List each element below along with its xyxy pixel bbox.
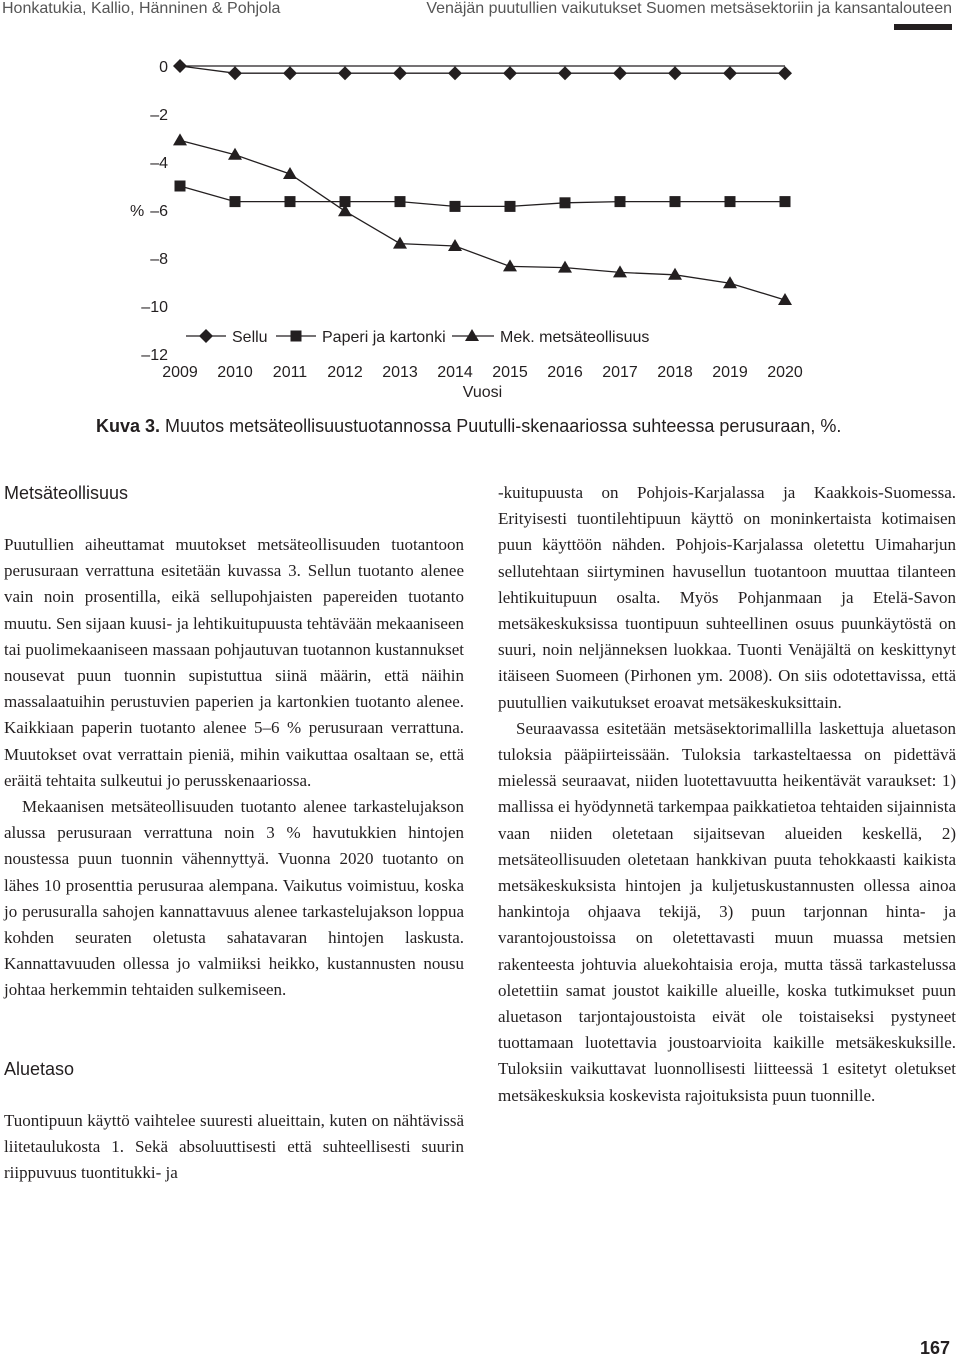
series-line	[180, 186, 785, 206]
y-tick-labels	[130, 59, 168, 364]
data-point	[228, 66, 242, 80]
legend-label: Paperi ja kartonki	[322, 329, 446, 346]
x-tick-label: 2013	[382, 364, 418, 381]
left-column	[4, 480, 464, 1186]
x-tick-label: 2018	[657, 364, 693, 381]
data-point	[723, 66, 737, 80]
x-axis-label: Vuosi	[462, 384, 503, 401]
data-point	[285, 196, 296, 207]
data-point	[560, 197, 571, 208]
x-tick-label: 2019	[712, 364, 748, 381]
header-rule	[894, 24, 952, 30]
section-heading-metsateollisuus: Metsäteollisuus	[4, 483, 129, 503]
y-tick-label: –6	[150, 203, 168, 220]
paragraph: -kuitupuusta on Pohjois-Karjalassa ja Kaakkois-Suomessa. Erityisesti tuontilehtipuun käyttö on moninkertaista kotimaisen puun käyttöön nähden. Pohjois-Karjalassa oletettu Uimaharjun sellutehtaan siirtyminen havusellun tuotantoon muuttaa tilanteen lehtikuitupuun osalta. Myös Pohjanmaan ja Etelä-Savon metsäkeskuksissa tuontipuun suhteellinen osuus puunkäytöstä on suuri, noin neljänneksen luokkaa. Tuonti Venäjältä on keskittynyt itäiseen Suomeen (Pirhonen ym. 2008). On siis odotettavissa, että puutullien vaikutukset eroavat metsäkeskuksittain.	[498, 483, 956, 712]
data-point	[668, 66, 682, 80]
data-point	[725, 196, 736, 207]
x-tick-label: 2011	[272, 364, 308, 381]
y-axis-label: %	[130, 203, 145, 220]
data-point	[780, 196, 791, 207]
x-tick-labels	[162, 364, 803, 401]
series-triangle	[173, 133, 792, 305]
legend-label: Mek. metsäteollisuus	[500, 329, 650, 346]
series-line	[180, 66, 785, 73]
data-point	[668, 268, 682, 280]
data-point	[615, 196, 626, 207]
data-point	[503, 66, 517, 80]
data-point	[778, 66, 792, 80]
data-point	[393, 66, 407, 80]
data-point	[450, 201, 461, 212]
data-point	[448, 239, 462, 251]
data-point	[283, 66, 297, 80]
figure-caption	[96, 416, 936, 437]
paragraph: Tuontipuun käyttö vaihtelee suuresti alueittain, kuten on nähtävissä liitetaulukosta 1. Sekä absoluuttisesti että suhteellisesti suurin riippuvuus tuontitukki- ja	[4, 1110, 464, 1183]
page-number: 167	[919, 1338, 950, 1358]
data-point	[338, 66, 352, 80]
series-line	[180, 140, 785, 300]
x-tick-label: 2009	[162, 364, 198, 381]
x-tick-label: 2010	[217, 364, 253, 381]
data-point	[670, 196, 681, 207]
running-header	[0, 0, 960, 24]
x-tick-label: 2014	[437, 364, 473, 381]
data-point	[175, 181, 186, 192]
x-tick-label: 2015	[492, 364, 528, 381]
x-tick-label: 2012	[327, 364, 363, 381]
chart-legend	[186, 329, 649, 346]
x-tick-label: 2017	[602, 364, 638, 381]
data-point	[613, 66, 627, 80]
y-tick-label: –4	[150, 155, 168, 172]
y-tick-label: 0	[159, 59, 168, 76]
data-point	[283, 167, 297, 179]
x-tick-label: 2016	[547, 364, 583, 381]
data-point	[503, 259, 517, 271]
data-point	[393, 237, 407, 249]
data-point	[291, 331, 302, 342]
data-point	[558, 261, 572, 273]
y-tick-label: –8	[150, 251, 168, 268]
paragraph: Mekaanisen metsäteollisuuden tuotanto alenee tarkastelujakson alussa perusuraan verrattuna noin 3 % havutukkien hintojen noustessa puun tuonnin vähennyttyä. Vuonna 2020 tuotanto on lähes 10 prosenttia perusuraa alempana. Vaikutus voimistuu, koska jo perusuralla sahojen kannattavuus alenee tarkastelujakson loppua kohden seuraten oletusta sahatavaran hintojen laskusta. Kannattavuuden ollessa jo valmiiksi heikko, kustannusten nousu johtaa herkemmin tehtaiden sulkemiseen.	[4, 797, 464, 1000]
right-column	[498, 480, 956, 1109]
x-tick-label: 2020	[767, 364, 803, 381]
data-point	[395, 196, 406, 207]
data-point	[558, 66, 572, 80]
paragraph: Puutullien aiheuttamat muutokset metsäteollisuuden tuotantoon perusuraan verrattuna esitetään kuvassa 3. Sellun tuotanto alenee vain noin prosentilla, eikä sellupohjaisten papereiden tuotanto muutu. Sen sijaan kuusi- ja lehtikuitupuusta tehtävään mekaaniseen tai puolimekaaniseen massaan pohjautuvan tuotannon kustannukset nousevat puun tuonnin supistuttua siinä määrin, että näihin massalaatuihin perustuvien paperien ja kartonkien tuotanto alenee. Kaikkiaan paperin tuotanto alenee 5–6 % perusuraan verrattuna. Muutokset ovat verrattain pieniä, mihin vaikuttaa osaltaan se, että eräitä tehtaita sulkeutui jo perusskenaariossa.	[4, 535, 464, 790]
chart-series	[173, 59, 792, 305]
caption-label: Kuva 3.	[96, 416, 161, 436]
legend-label: Sellu	[232, 329, 268, 346]
running-header-title: Venäjän puutullien vaikutukset Suomen metsäsektoriin ja kansantalouteen	[426, 0, 952, 17]
data-point	[173, 133, 187, 145]
series-diamond	[173, 59, 792, 80]
y-tick-label: –12	[141, 347, 168, 364]
data-point	[173, 59, 187, 73]
running-header-authors: Honkatukia, Kallio, Hänninen & Pohjola	[2, 0, 281, 17]
data-point	[465, 329, 479, 341]
data-point	[230, 196, 241, 207]
y-tick-label: –2	[150, 107, 168, 124]
data-point	[448, 66, 462, 80]
paragraph: Seuraavassa esitetään metsäsektorimallilla laskettuja aluetason tuloksia pääpiirteissään. Tuloksia tarkasteltaessa on pidettävä mielessä seuraavat, niiden luotettavuutta heikentävät varaukset: 1) mallissa ei hyödynnetä tarkempaa paikkatietoa tehtaiden sijainnista vaan niiden oletetaan sijaitsevan alueiden keskellä, 2) metsäteollisuuden oletetaan hankkivan puuta tehokkaasti kaikista metsäkeskuksista hintojen ja kuljetuskustannusten ollessa ainoa hankintoja ohjaava tekijä, 3) puun tarjonnan hinta- ja varantojoustoissa on oletettavasti muun muassa metsien rakenteesta johtuvia aluekohtaisia eroja, mutta tässä tarkastelussa oletettiin samat joustot kaikille alueille, koska tutkimukset puun aluetason tarjontajoustoista eivät ole toistaiseksi pystyneet tuottamaan luotettavia joustoarvioita kaikille metsäkeskuksille. Tuloksiin vaikuttavat luonnollisesti liitteessä 1 esitetyt oletukset metsäkeskuksia koskevista rajoituksista puun tuonnille.	[498, 718, 956, 1105]
data-point	[505, 201, 516, 212]
data-point	[199, 329, 213, 343]
line-chart	[0, 40, 960, 410]
section-heading-aluetaso: Aluetaso	[4, 1058, 75, 1079]
y-tick-label: –10	[141, 299, 168, 316]
series-square	[175, 181, 791, 212]
caption-text: Muutos metsäteollisuustuotannossa Puutulli-skenaariossa suhteessa perusuraan, %.	[165, 416, 842, 436]
